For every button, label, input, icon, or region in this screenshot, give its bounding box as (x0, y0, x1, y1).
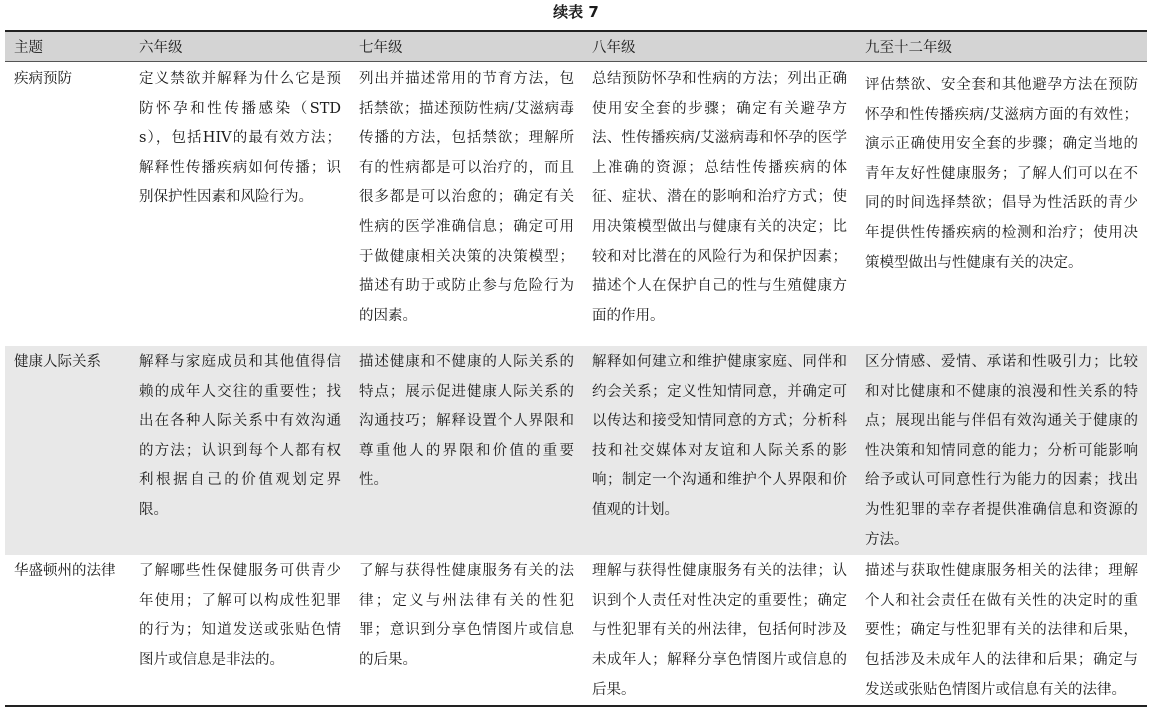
table-row (5, 555, 1147, 706)
curriculum-table (5, 30, 1147, 707)
table-cell: 解释如何建立和维护健康家庭、同伴和约会关系；定义性知情同意，并确定可以传达和接受知情同意的方式；分析科技和社交媒体对友谊和人际关系的影响；制定一个沟通和维护个人界限和价值观的计划。 (583, 346, 856, 555)
row-topic: 健康人际关系 (5, 346, 130, 555)
row-topic: 疾病预防 (14, 71, 72, 87)
table-cell: 理解与获得性健康服务有关的法律；认识到个人责任对性决定的重要性；确定与性犯罪有关的州法律，包括何时涉及未成年人；解释分享色情图片或信息的后果。 (583, 555, 856, 706)
header-grade-9-12: 九至十二年级 (856, 31, 1147, 62)
table-row (5, 62, 1147, 347)
table-cell: 描述与获取性健康服务相关的法律；理解个人和社会责任在做有关性的决定时的重要性；确定与性犯罪有关的法律和后果，包括涉及未成年人的法律和后果；确定与发送或张贴色情图片或信息有关的法律。 (856, 555, 1147, 706)
table-cell: 定义禁欲并解释为什么它是预防怀孕和性传播感染（STDs），包括HIV的最有效方法；解释性传播疾病如何传播；识别保护性因素和风险行为。 (139, 71, 341, 206)
header-grade-6: 六年级 (130, 31, 350, 62)
header-grade-7: 七年级 (350, 31, 583, 62)
table-row (5, 346, 1147, 555)
table-cell: 评估禁欲、安全套和其他避孕方法在预防怀孕和性传播疾病/艾滋病方面的有效性；演示正确使用安全套的步骤；确定当地的青年友好性健康服务；了解人们可以在不同的时间选择禁欲；倡导为性活跃的青少年提供性传播疾病的检测和治疗；使用决策模型做出与性健康有关的决定。 (865, 77, 1138, 271)
table-header-row (5, 31, 1147, 62)
table-cell: 了解哪些性保健服务可供青少年使用；了解可以构成性犯罪的行为；知道发送或张贴色情图片或信息是非法的。 (130, 555, 350, 706)
header-grade-8: 八年级 (583, 31, 856, 62)
table-cell: 描述健康和不健康的人际关系的特点；展示促进健康人际关系的沟通技巧；解释设置个人界限和尊重他人的界限和价值的重要性。 (350, 346, 583, 555)
header-topic: 主题 (5, 31, 130, 62)
table-caption: 续表 7 (553, 3, 599, 21)
table-cell: 了解与获得性健康服务有关的法律；定义与州法律有关的性犯罪；意识到分享色情图片或信息的后果。 (350, 555, 583, 706)
table-cell: 解释与家庭成员和其他值得信赖的成年人交往的重要性；找出在各种人际关系中有效沟通的方法；认识到每个人都有权利根据自己的价值观划定界限。 (130, 346, 350, 555)
row-topic: 华盛顿州的法律 (5, 555, 130, 706)
table-cell: 总结预防怀孕和性病的方法；列出正确使用安全套的步骤；确定有关避孕方法、性传播疾病/艾滋病毒和怀孕的医学上准确的资源；总结性传播疾病的体征、症状、潜在的影响和治疗方式；使用决策模型做出与健康有关的决定；比较和对比潜在的风险行为和保护因素；描述个人在保护自己的性与生殖健康方面的作用。 (592, 71, 847, 324)
table-cell: 列出并描述常用的节育方法，包括禁欲；描述预防性病/艾滋病毒传播的方法，包括禁欲；理解所有的性病都是可以治疗的，而且很多都是可以治愈的；确定有关性病的医学准确信息；确定可用于做健康相关决策的决策模型；描述有助于或防止参与危险行为的因素。 (359, 71, 574, 324)
table-cell: 区分情感、爱情、承诺和性吸引力；比较和对比健康和不健康的浪漫和性关系的特点；展现出能与伴侣有效沟通关于健康的性决策和知情同意的能力；分析可能影响给予或认可同意性行为能力的因素；找出为性犯罪的幸存者提供准确信息和资源的方法。 (856, 346, 1147, 555)
